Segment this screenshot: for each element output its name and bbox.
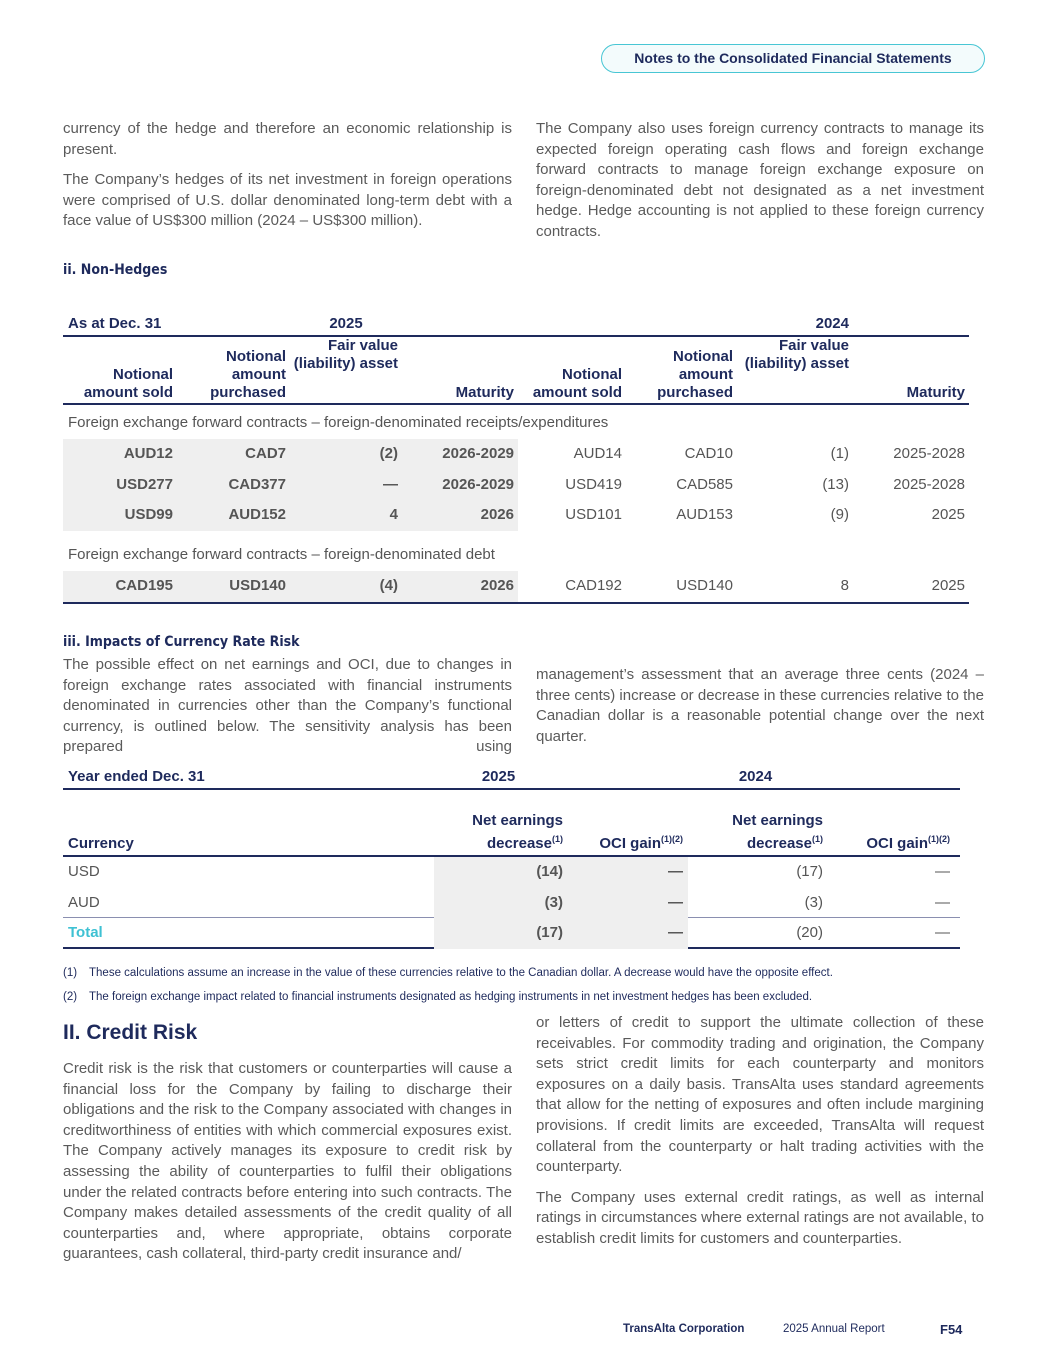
table-cell: CAD7	[177, 439, 290, 470]
table-cell: (3)	[434, 888, 568, 919]
table-cell: CAD192	[565, 576, 622, 594]
table-cell: 2026-2029	[402, 439, 518, 470]
table-cell: CAD10	[684, 445, 733, 462]
table-row	[63, 500, 969, 531]
column-header: Maturity	[455, 384, 514, 401]
table-cell: 2025	[931, 576, 965, 594]
table-cell: (9)	[830, 506, 849, 523]
table-cell: USD	[68, 863, 100, 880]
impacts-right: management’s assessment that an average three cents (2024 – three cents) increase or decrease in these currencies relative to the Canadian dollar is a reasonable potential change over the next quarter.	[536, 666, 984, 745]
col-oci-2024: OCI gain$^{(1)(2)}$	[866, 834, 950, 852]
table-cell: (1)	[830, 445, 849, 462]
table-cell: CAD195	[63, 571, 177, 602]
col-currency: Currency	[68, 835, 134, 852]
table-cell: —	[935, 924, 950, 941]
non-hedges-table	[63, 312, 969, 604]
table-cell: 2025	[931, 506, 965, 523]
footer-company: TransAlta Corporation	[623, 1323, 745, 1335]
paragraph: currency of the hedge and therefore an economic relationship is present.	[63, 120, 512, 158]
sensitivity-table	[63, 765, 960, 949]
column-header: Notional amount sold	[532, 366, 622, 401]
table-cell: USD419	[565, 475, 622, 493]
section-label: Foreign exchange forward contracts – foreign-denominated receipts/expenditures	[68, 414, 609, 431]
table-cell: (13)	[822, 475, 849, 493]
year-2025: 2025	[481, 768, 516, 785]
table-cell: USD140	[177, 571, 290, 602]
credit-risk-heading: II. Credit Risk	[63, 1021, 198, 1044]
section-label: Foreign exchange forward contracts – foreign-denominated debt	[68, 545, 495, 563]
table-cell: (17)	[434, 918, 568, 949]
column-header: Notional amount purchased	[210, 348, 286, 401]
table-header-row	[63, 790, 960, 857]
table-cell: 2026-2029	[402, 470, 518, 501]
footnote-1: (1) These calculations assume an increase in the value of these currencies relative to the Canadian dollar. A decrease would have the opposite effect.	[63, 967, 833, 979]
page-number: F54	[940, 1322, 963, 1337]
year-2024: 2024	[738, 768, 773, 785]
table-row	[63, 857, 960, 888]
impacts-heading: iii. Impacts of Currency Rate Risk	[63, 634, 300, 650]
paragraph: The Company also uses foreign currency contracts to manage its expected foreign operating cash flows and foreign exchange forward contracts to manage foreign exchange exposure on foreign-denominated debt not designated as a net investment hedge. Hedge accounting is not applied to these foreign currency contracts.	[536, 120, 984, 240]
table-header-row	[63, 337, 969, 405]
as-at-label: As at Dec. 31	[68, 315, 162, 332]
paragraph: or letters of credit to support the ultimate collection of these receivables. For commodity trading and origination, the Company sets strict credit limits for each counterparty and monitors exposures on a daily basis. TransAlta uses standard agreements that allow for the netting of exposures and often include margining provisions. If credit limits are exceeded, TransAlta will request collateral from the counterparty or halt trading activities with the counterparty.	[536, 1014, 984, 1176]
table-cell: 4	[290, 500, 402, 531]
paragraph: The Company’s hedges of its net investment in foreign operations were comprised of U.S. dollar denominated long-term debt with a face value of US$300 million (2024 – US$300 million).	[63, 171, 512, 230]
impacts-left: The possible effect on net earnings and OCI, due to changes in foreign exchange rates associated with financial instruments denominated in currencies other than the Company’s functional currency, is outlined below. The sensitivity analysis has been prepared using	[63, 656, 512, 756]
table-cell: (2)	[290, 439, 402, 470]
table-year-header	[63, 765, 960, 790]
table-row	[63, 470, 969, 501]
table-cell: AUD152	[177, 500, 290, 531]
table-cell: 2026	[402, 571, 518, 602]
table-cell: AUD14	[573, 445, 622, 462]
year-2024: 2024	[815, 315, 849, 332]
column-header: Notional amount sold	[83, 366, 173, 401]
table-cell: AUD	[68, 893, 100, 911]
table-cell: —	[568, 857, 688, 888]
section-badge: Notes to the Consolidated Financial Statements	[601, 44, 985, 73]
col-net-earnings-2025: Net earnings decrease$^{(1)}$	[472, 812, 563, 852]
intro-left	[63, 119, 512, 232]
total-row	[63, 918, 960, 949]
non-hedges-heading: ii. Non-Hedges	[63, 262, 168, 278]
table-cell: 2025-2028	[893, 445, 965, 462]
table-cell: AUD153	[676, 506, 733, 523]
table-cell: (17)	[796, 863, 823, 880]
table-cell: 2026	[402, 500, 518, 531]
table-cell: USD99	[63, 500, 177, 531]
table-cell: 8	[840, 576, 849, 594]
intro-right	[536, 119, 984, 243]
table-cell: (20)	[796, 924, 823, 941]
paragraph: The Company uses external credit ratings, as well as internal ratings in circumstances where external ratings are not available, to establish credit limits for customers and counterparties.	[536, 1188, 984, 1247]
table-cell: —	[568, 918, 688, 949]
table-cell: —	[290, 470, 402, 501]
table-row	[63, 888, 960, 919]
column-header: Fair value (liability) asset	[293, 337, 398, 372]
table-cell: (14)	[434, 857, 568, 888]
footer-report: 2025 Annual Report	[783, 1323, 885, 1335]
column-header: Fair value (liability) asset	[744, 337, 849, 372]
table-cell: USD277	[63, 470, 177, 501]
table-cell: —	[935, 893, 950, 911]
table-year-header	[63, 312, 969, 337]
table-cell: AUD12	[63, 439, 177, 470]
table-cell: —	[935, 863, 950, 880]
table-cell: CAD585	[676, 475, 733, 493]
year-ended-label: Year ended Dec. 31	[68, 768, 205, 785]
credit-right	[536, 1013, 984, 1250]
table-cell: USD101	[565, 506, 622, 523]
footnote-2: (2) The foreign exchange impact related to financial instruments designated as hedging instruments in net investment hedges has been excluded.	[63, 991, 813, 1003]
table-cell: Total	[68, 924, 103, 941]
col-net-earnings-2024: Net earnings decrease$^{(1)}$	[732, 812, 823, 852]
table-cell: USD140	[676, 576, 733, 594]
table-cell: (4)	[290, 571, 402, 602]
table-cell: —	[568, 888, 688, 919]
table-row	[63, 439, 969, 470]
col-oci-2025: OCI gain$^{(1)(2)}$	[599, 834, 683, 852]
table-cell: CAD377	[177, 470, 290, 501]
year-2025: 2025	[329, 315, 363, 332]
table-cell: (3)	[804, 893, 823, 911]
table-cell: 2025-2028	[893, 475, 965, 493]
table-row	[63, 571, 969, 604]
column-header: Notional amount purchased	[657, 348, 733, 401]
column-header: Maturity	[906, 384, 965, 401]
credit-left: Credit risk is the risk that customers or counterparties will cause a financial loss for the Company by failing to discharge their obligations and the risk to the Company associated with changes in creditworthiness of entities with which commercial exposures exist. The Company actively manages its exposure to credit risk by assessing the ability of counterparties to fulfil their obligations under the related contracts before entering into such contracts. The Company makes detailed assessments of the credit quality of all counterparties and, where appropriate, obtains corporate guarantees, cash collateral, third-party credit insurance and/	[63, 1060, 512, 1263]
